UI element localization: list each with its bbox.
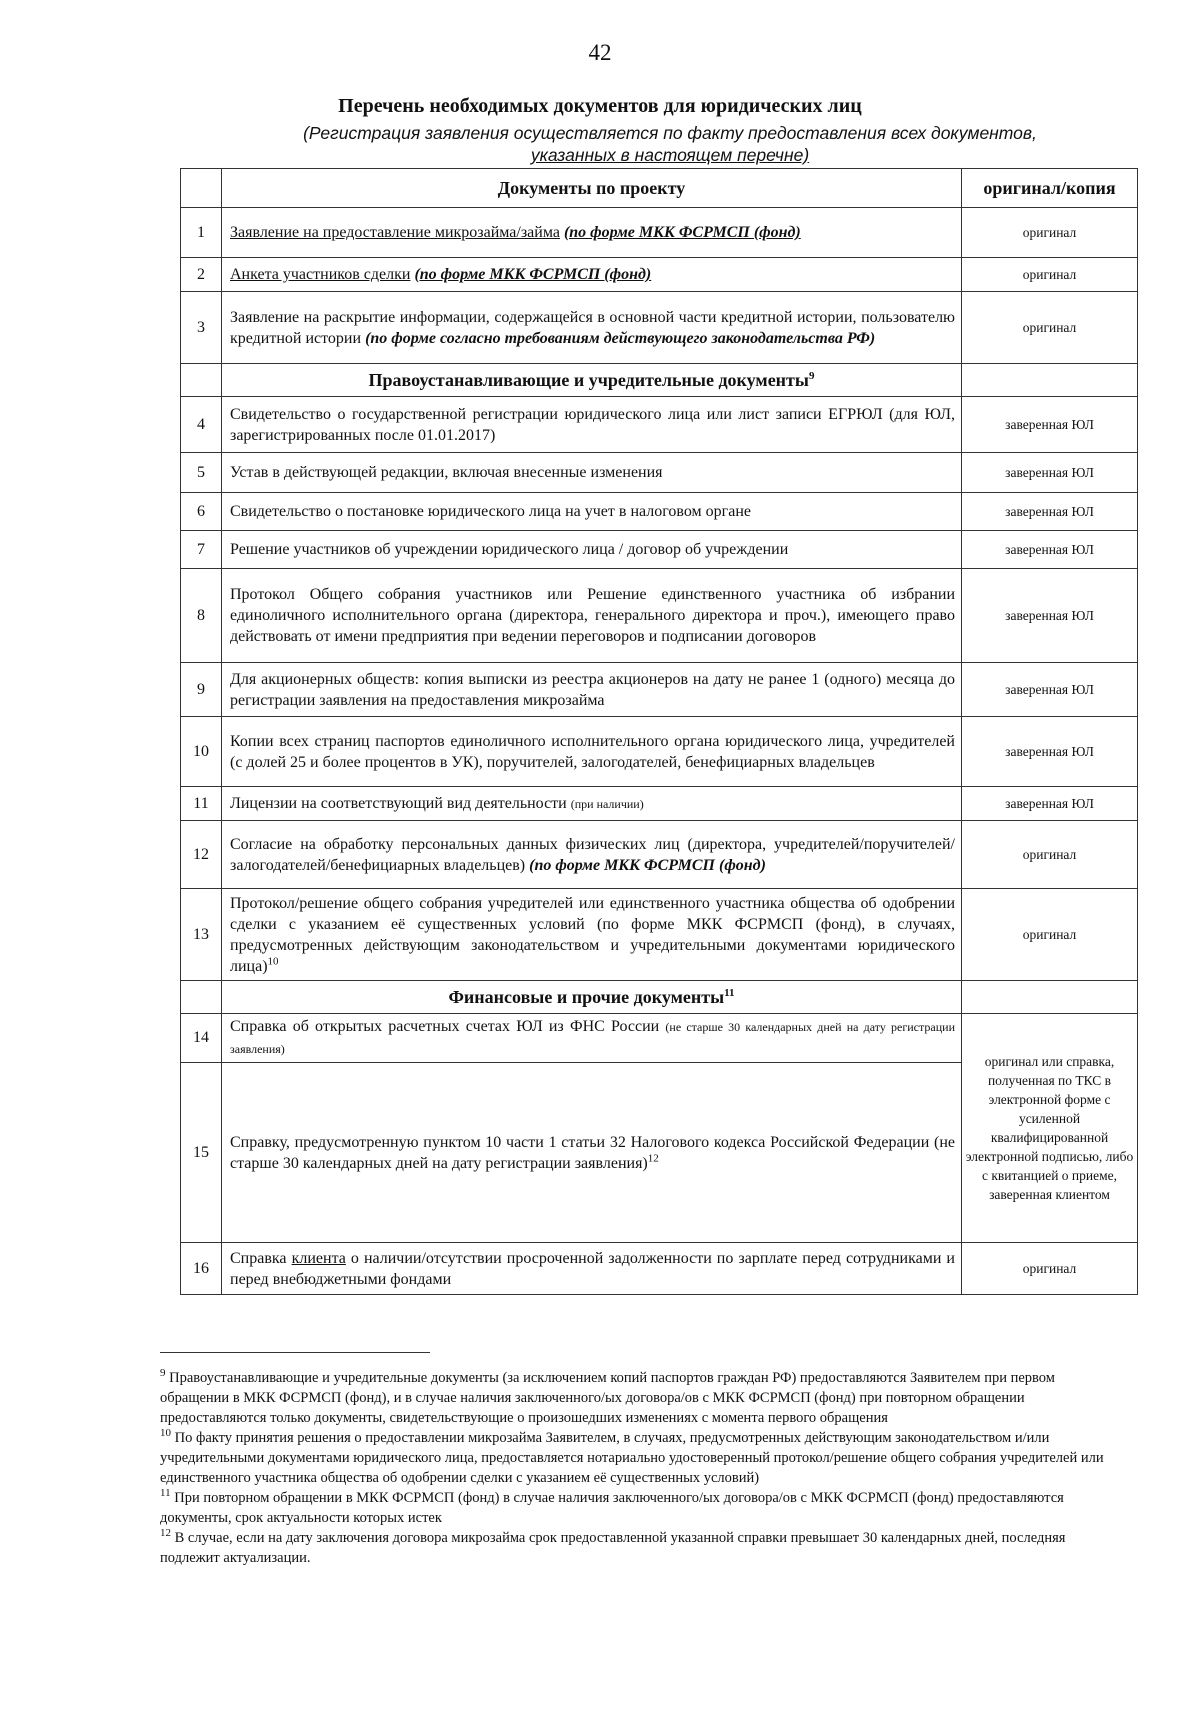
row-kind: заверенная ЮЛ: [962, 397, 1138, 453]
row-kind: заверенная ЮЛ: [962, 569, 1138, 663]
row-kind: заверенная ЮЛ: [962, 787, 1138, 821]
row-kind: заверенная ЮЛ: [962, 493, 1138, 531]
row-number: 8: [181, 569, 222, 663]
row-text: Лицензии на соответствующий вид деятельности (при наличии): [222, 787, 962, 821]
row-text: Справка об открытых расчетных счетах ЮЛ из ФНС России (не старше 30 календарных дней на дату регистрации заявления): [222, 1014, 962, 1063]
row-text: Заявление на предоставление микрозайма/займа (по форме МКК ФСРМСП (фонд): [222, 208, 962, 258]
row-number: 1: [181, 208, 222, 258]
row-kind: заверенная ЮЛ: [962, 663, 1138, 717]
row-kind: оригинал: [962, 292, 1138, 364]
row-number: 10: [181, 717, 222, 787]
table-row: [181, 1014, 1138, 1063]
row-kind: оригинал: [962, 889, 1138, 981]
table-row: [181, 453, 1138, 493]
row-number: 14: [181, 1014, 222, 1063]
row-kind: оригинал: [962, 821, 1138, 889]
subtitle-line-1: (Регистрация заявления осуществляется по факту предоставления всех документов,: [303, 123, 1037, 143]
table-row: [181, 292, 1138, 364]
row-number: 16: [181, 1243, 222, 1295]
footnote-9: $^9$ Правоустанавливающие и учредительные документы (за исключением копий паспортов граждан РФ) предоставляются Заявителем при первом обращении в МКК ФСРМСП (фонд), и в случае наличия заключенного/ых договора/ов с МКК ФСРМСП (фонд) при повторном обращении предоставляются только документы, свидетельствующие о произошедших изменениях с момента первого обращения: [160, 1367, 1055, 1426]
table-row: [181, 258, 1138, 292]
table-row: [181, 1243, 1138, 1295]
row-text: Протокол Общего собрания участников или Решение единственного участника об избрании единоличного исполнительного органа (директора, генерального директора и проч.), имеющего право действовать от имени предприятия при ведении переговоров и подписании договоров: [222, 569, 962, 663]
page-number: 42: [588, 40, 612, 65]
row-number: 9: [181, 663, 222, 717]
row-text: Протокол/решение общего собрания учредителей или единственного участника общества об одобрении сделки с указанием её существенных условий (по форме МКК ФСРМСП (фонд), в случаях, предусмотренных действующим законодательством и учредительными документами юридического лица)$^{10}$: [222, 889, 962, 981]
row-kind: оригинал: [962, 208, 1138, 258]
table-row: [181, 493, 1138, 531]
row-text: Согласие на обработку персональных данных физических лиц (директора, учредителей/поручителей/залогодателей/бенефициарных владельцев) (по форме МКК ФСРМСП (фонд): [222, 821, 962, 889]
row-text: Свидетельство о постановке юридического лица на учет в налоговом органе: [222, 493, 962, 531]
table-row: [181, 531, 1138, 569]
section-row-founding: [181, 364, 1138, 397]
row-number: 4: [181, 397, 222, 453]
row-text: Устав в действующей редакции, включая внесенные изменения: [222, 453, 962, 493]
header-documents: Документы по проекту: [222, 169, 962, 208]
table-row: [181, 889, 1138, 981]
row-kind: заверенная ЮЛ: [962, 453, 1138, 493]
row-number: 6: [181, 493, 222, 531]
row-text: Справка клиента о наличии/отсутствии просроченной задолженности по зарплате перед сотрудниками и перед внебюджетными фондами: [222, 1243, 962, 1295]
table-row: [181, 787, 1138, 821]
table-row: [181, 569, 1138, 663]
row-text: Для акционерных обществ: копия выписки из реестра акционеров на дату не ранее 1 (одного) месяца до регистрации заявления на предоставления микрозайма: [222, 663, 962, 717]
footnote-11: $^{11}$ При повторном обращении в МКК ФСРМСП (фонд) в случае наличия заключенного/ых договора/ов с МКК ФСРМСП (фонд) предоставляются документы, срок актуальности которых истек: [160, 1487, 1064, 1526]
section-title: Финансовые и прочие документы$^{11}$: [222, 981, 962, 1014]
row-text: Анкета участников сделки (по форме МКК ФСРМСП (фонд): [222, 258, 962, 292]
row-kind: оригинал: [962, 1243, 1138, 1295]
subtitle-line-2: указанных в настоящем перечне): [530, 145, 810, 165]
table-row: [181, 717, 1138, 787]
row-text: Копии всех страниц паспортов единоличного исполнительного органа юридического лица, учредителей (с долей 25 и более процентов в УК), поручителей, залогодателей, бенефициарных владельцев: [222, 717, 962, 787]
row-text: Решение участников об учреждении юридического лица / договор об учреждении: [222, 531, 962, 569]
row-number: 15: [181, 1063, 222, 1243]
row-text: Справку, предусмотренную пунктом 10 части 1 статьи 32 Налогового кодекса Российской Федерации (не старше 30 календарных дней на дату регистрации заявления)$^{12}$: [222, 1063, 962, 1243]
document-title: Перечень необходимых документов для юридических лиц: [338, 95, 862, 117]
row-kind-merged: оригинал или справка, полученная по ТКС в электронной форме с усиленной квалифицированной электронной подписью, либо с квитанцией о приеме, заверенная клиентом: [962, 1014, 1138, 1243]
row-number: 3: [181, 292, 222, 364]
table-header-row: [181, 169, 1138, 208]
footnotes: [160, 1368, 1120, 1568]
table-row: [181, 821, 1138, 889]
row-number: 2: [181, 258, 222, 292]
document-subtitle: [230, 122, 1110, 166]
footnote-12: $^{12}$ В случае, если на дату заключения договора микрозайма срок предоставленной указанной справки превышает 30 календарных дней, последняя подлежит актуализации.: [160, 1527, 1066, 1566]
row-number: 11: [181, 787, 222, 821]
row-kind: заверенная ЮЛ: [962, 717, 1138, 787]
row-number: 7: [181, 531, 222, 569]
table-row: [181, 663, 1138, 717]
row-kind: оригинал: [962, 258, 1138, 292]
row-kind: заверенная ЮЛ: [962, 531, 1138, 569]
row-number: 13: [181, 889, 222, 981]
table-row: [181, 208, 1138, 258]
table-row: [181, 397, 1138, 453]
header-num-cell: [181, 169, 222, 208]
section-row-financial: [181, 981, 1138, 1014]
section-title: Правоустанавливающие и учредительные документы$^9$: [222, 364, 962, 397]
row-number: 5: [181, 453, 222, 493]
row-text: Заявление на раскрытие информации, содержащейся в основной части кредитной истории, пользователю кредитной истории (по форме согласно требованиям действующего законодательства РФ): [222, 292, 962, 364]
row-number: 12: [181, 821, 222, 889]
header-kind: оригинал/копия: [962, 169, 1138, 208]
footnote-10: $^{10}$ По факту принятия решения о предоставлении микрозайма Заявителем, в случаях, предусмотренных действующим законодательством и/или учредительными документами юридического лица, предоставляется нотариально удостоверенный протокол/решение общего собрания учредителей или единственного участника общества об одобрении сделки с указанием её существенных условий): [160, 1427, 1104, 1486]
footnote-divider: [160, 1352, 430, 1353]
row-text: Свидетельство о государственной регистрации юридического лица или лист записи ЕГРЮЛ (для ЮЛ, зарегистрированных после 01.01.2017): [222, 397, 962, 453]
documents-table: [180, 168, 1138, 1295]
